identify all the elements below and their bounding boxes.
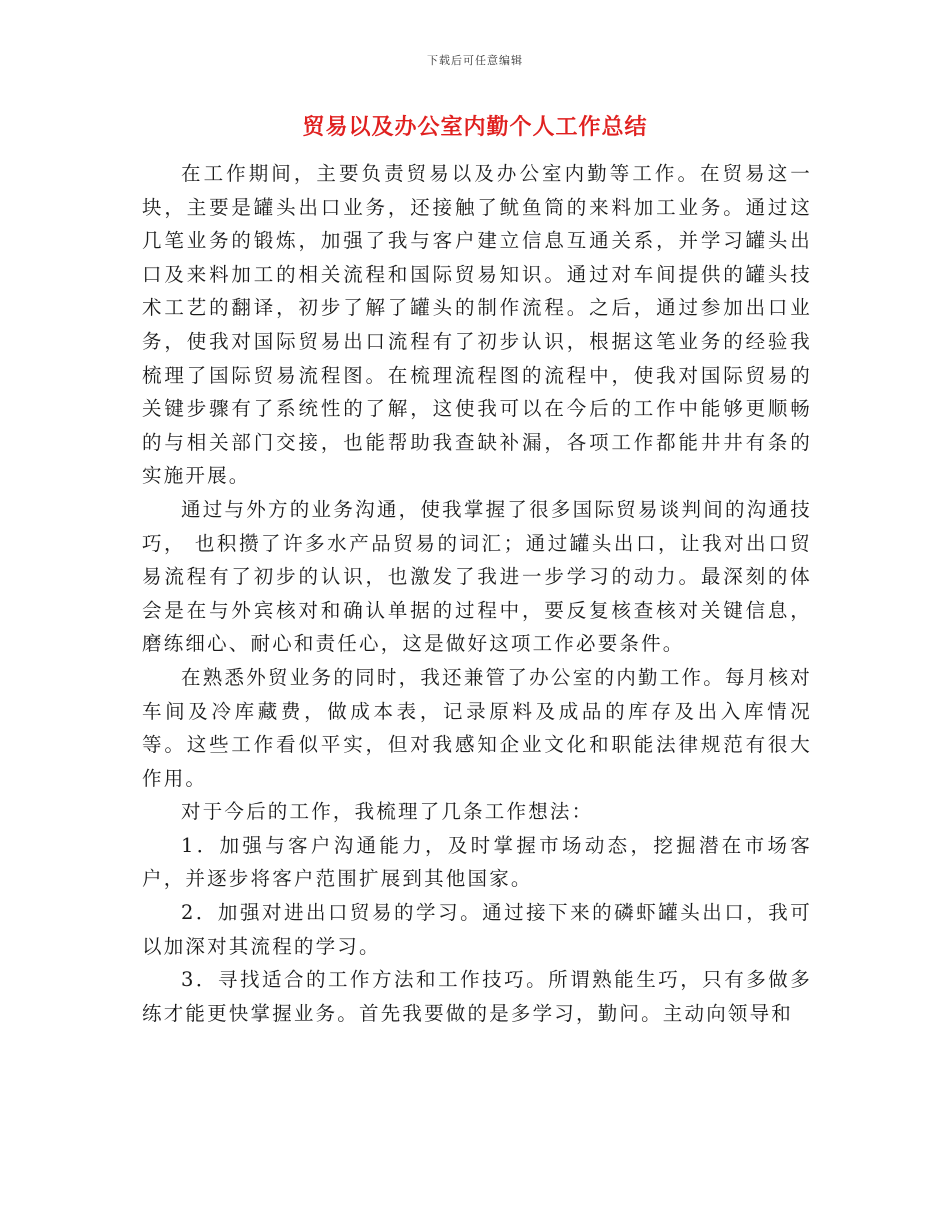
paragraph: 在熟悉外贸业务的同时，我还兼管了办公室的内勤工作。每月核对车间及冷库藏费，做成本表，记录原料及成品的库存及出入库情况等。这些工作看似平实，但对我感知企业文化和职能法律规范有很大作用。 [142,665,812,790]
list-item: 3．寻找适合的工作方法和工作技巧。所谓熟能生巧，只有多做多练才能更快掌握业务。首先我要做的是多学习，勤问。主动向领导和 [142,968,812,1025]
paragraph: 在工作期间，主要负责贸易以及办公室内勤等工作。在贸易这一块，主要是罐头出口业务，还接触了鱿鱼筒的来料加工业务。通过这几笔业务的锻炼，加强了我与客户建立信息互通关系，并学习罐头出口及来料加工的相关流程和国际贸易知识。通过对车间提供的罐头技术工艺的翻译，初步了解了罐头的制作流程。之后，通过参加出口业务，使我对国际贸易出口流程有了初步认识，根据这笔业务的经验我梳理了国际贸易流程图。在梳理流程图的流程中，使我对国际贸易的关键步骤有了系统性的了解，这使我可以在今后的工作中能够更顺畅的与相关部门交接，也能帮助我查缺补漏，各项工作都能井井有条的实施开展。 [142,162,812,488]
paragraph: 通过与外方的业务沟通，使我掌握了很多国际贸易谈判间的沟通技巧， 也积攒了许多水产品贸易的词汇；通过罐头出口，让我对出口贸易流程有了初步的认识，也激发了我进一步学习的动力。最深刻的体会是在与外宾核对和确认单据的过程中，要反复核查核对关键信息，磨练细心、耐心和责任心，这是做好这项工作必要条件。 [142,497,812,656]
list-item: 2．加强对进出口贸易的学习。通过接下来的磷虾罐头出口，我可以加深对其流程的学习。 [142,901,812,958]
paragraph: 对于今后的工作，我梳理了几条工作想法： [181,800,594,824]
list-item: 1．加强与客户沟通能力，及时掌握市场动态，挖掘潜在市场客户，并逐步将客户范围扩展到其他国家。 [142,833,812,891]
document-title: 贸易以及办公室内勤个人工作总结 [302,114,648,140]
document-body [142,157,812,1030]
page-header-note: 下载后可任意编辑 [427,54,523,67]
